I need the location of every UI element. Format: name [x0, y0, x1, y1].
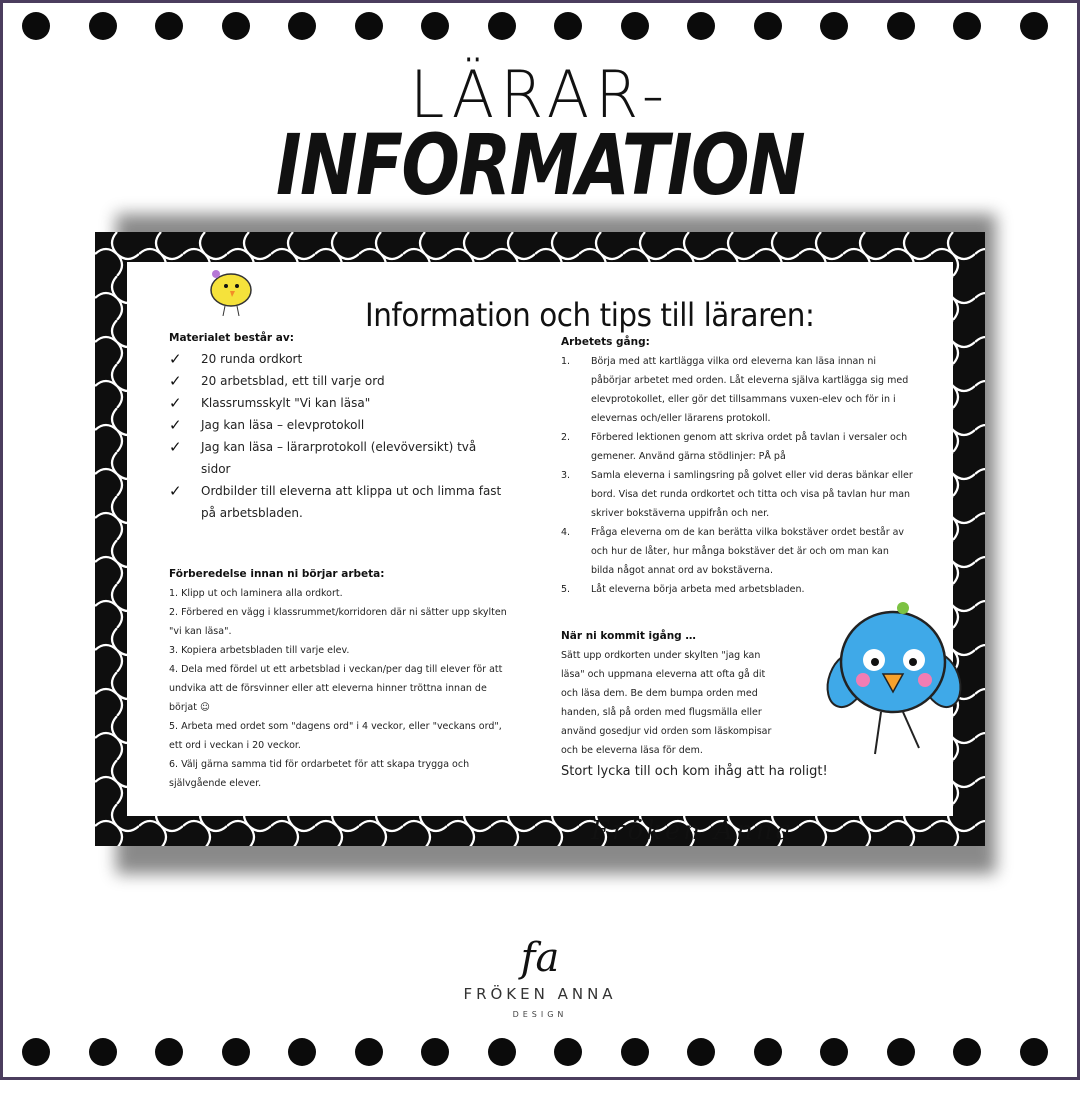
border-dot [820, 1038, 848, 1066]
dot-border-bottom [0, 1036, 1080, 1096]
started-section [561, 630, 828, 779]
process-heading: Arbetets gång: [561, 336, 650, 348]
border-dot [1020, 12, 1048, 40]
border-dot [754, 12, 782, 40]
border-dot [222, 1038, 250, 1066]
prep-section [169, 568, 509, 793]
materials-item: ✓ Klassrumsskylt "Vi kan läsa" [169, 392, 509, 414]
materials-item: ✓ 20 runda ordkort [169, 348, 509, 370]
border-dot [554, 12, 582, 40]
materials-list [169, 348, 509, 524]
border-dot [953, 12, 981, 40]
process-item-number: 5. [561, 584, 571, 595]
prep-list [169, 584, 509, 793]
border-dot [155, 12, 183, 40]
border-dot [22, 1038, 50, 1066]
border-dot [155, 1038, 183, 1066]
process-item [561, 352, 915, 428]
border-dot [820, 12, 848, 40]
border-dot [22, 12, 50, 40]
brand-subtitle: DESIGN [512, 1010, 568, 1019]
border-dot [89, 1038, 117, 1066]
border-dot [953, 1038, 981, 1066]
process-item-number: 1. [561, 356, 571, 367]
border-dot [621, 12, 649, 40]
process-item-text: Börja med att kartlägga vilka ord eleverna kan läsa innan ni påbörjar arbetet med orden. Låt eleverna själva kartlägga sig med elevprotokollet, eller gör det tillsammans vuxen-elev och för in i elevernas och/eller lärarens protokoll. [591, 356, 909, 424]
border-dot [687, 12, 715, 40]
process-item [561, 523, 915, 580]
chick-icon [201, 266, 261, 316]
prep-item: 4. Dela med fördel ut ett arbetsblad i veckan/per dag till elever för att undvika att de försvinner eller att eleverna hinner tröttna innan de börjat ☺ [169, 664, 503, 713]
blue-bird-icon [799, 588, 969, 758]
process-item-number: 2. [561, 432, 571, 443]
started-heading: När ni kommit igång … [561, 630, 696, 642]
prep-item: 3. Kopiera arbetsbladen till varje elev. [169, 645, 350, 656]
prep-item: 2. Förbered en vägg i klassrummet/korridoren där ni sätter upp skylten "vi kan läsa". [169, 607, 507, 637]
border-dot [355, 1038, 383, 1066]
process-item-number: 3. [561, 470, 571, 481]
border-dot [222, 12, 250, 40]
signature: Fröken Anna [591, 816, 795, 846]
border-dot [288, 1038, 316, 1066]
materials-item: ✓ 20 arbetsblad, ett till varje ord [169, 370, 509, 392]
border-dot [89, 12, 117, 40]
materials-section [169, 332, 509, 524]
materials-item: ✓ Ordbilder till eleverna att klippa ut och limma fast på arbetsbladen. [169, 480, 509, 524]
border-dot [621, 1038, 649, 1066]
document-title: Information och tips till läraren: [365, 296, 815, 334]
border-dot [488, 1038, 516, 1066]
process-item-number: 4. [561, 527, 571, 538]
prep-heading: Förberedelse innan ni börjar arbeta: [169, 568, 385, 580]
started-text: Sätt upp ordkorten under skylten "jag kan läsa" och uppmana eleverna att ofta gå dit och läsa dem. Be dem bumpa orden med handen, slå på orden med flugsmälla eller använd gosedjur vid orden som läskompisar och be eleverna läsa för dem. [561, 650, 772, 756]
closing-text: Stort lycka till och kom ihåg att ha roligt! [561, 764, 828, 779]
border-dot [554, 1038, 582, 1066]
prep-item: 6. Välj gärna samma tid för ordarbetet för att skapa trygga och självgående elever. [169, 759, 470, 789]
brand-logo-mark: fa [520, 935, 560, 981]
prep-item: 1. Klipp ut och laminera alla ordkort. [169, 588, 343, 599]
materials-heading: Materialet består av: [169, 332, 294, 344]
border-dot [754, 1038, 782, 1066]
process-item-text: Fråga eleverna om de kan berätta vilka bokstäver ordet består av och hur de låter, hur många bokstäver det är och om man kan bilda något annat ord av bokstäverna. [591, 527, 905, 576]
process-item-text: Förbered lektionen genom att skriva ordet på tavlan i versaler och gemener. Använd gärna stödlinjer: PÅ på [591, 432, 908, 462]
document-preview [95, 232, 985, 846]
border-dot [1020, 1038, 1048, 1066]
materials-item: ✓ Jag kan läsa – lärarprotokoll (elevöversikt) två sidor [169, 436, 509, 480]
heading-line-2: INFORMATION [276, 116, 804, 214]
process-section [561, 336, 915, 599]
process-item-text: Samla eleverna i samlingsring på golvet eller vid deras bänkar eller bord. Visa det runda ordkortet och titta och visa på tavlan hur man skriver bokstäverna uppifrån och ner. [591, 470, 913, 519]
border-dot [421, 1038, 449, 1066]
border-dot [355, 12, 383, 40]
border-dot [887, 1038, 915, 1066]
document-page [127, 262, 953, 846]
materials-item: ✓ Jag kan läsa – elevprotokoll [169, 414, 509, 436]
process-item [561, 428, 915, 466]
border-dot [421, 12, 449, 40]
border-dot [687, 1038, 715, 1066]
border-dot [488, 12, 516, 40]
border-dot [288, 12, 316, 40]
prep-item: 5. Arbeta med ordet som "dagens ord" i 4 veckor, eller "veckans ord", ett ord i veckan i 20 veckor. [169, 721, 502, 751]
process-list [561, 352, 915, 599]
border-dot [887, 12, 915, 40]
process-item-text: Låt eleverna börja arbeta med arbetsbladen. [591, 584, 805, 595]
brand-name: FRÖKEN ANNA [463, 985, 617, 1003]
process-item [561, 466, 915, 523]
heading-line-1: LÄRAR- [409, 56, 671, 133]
